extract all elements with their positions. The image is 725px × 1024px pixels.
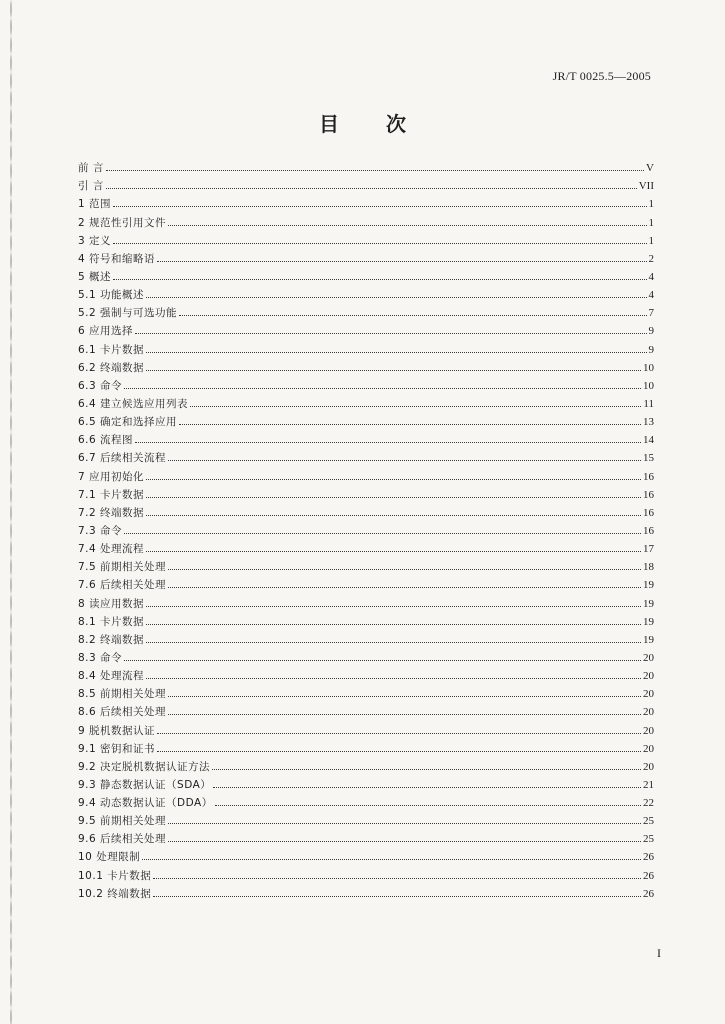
- toc-dot-leader: [124, 532, 641, 534]
- toc-dot-leader: [168, 568, 641, 570]
- toc-dot-leader: [124, 387, 641, 389]
- toc-entry-page: 20: [643, 670, 654, 683]
- toc-dot-leader: [190, 405, 641, 407]
- toc-entry: [78, 610, 654, 628]
- toc-entry-label: 8.1 卡片数据: [78, 615, 145, 628]
- toc-dot-leader: [146, 296, 646, 298]
- toc-dot-leader: [168, 713, 641, 715]
- toc-entry-label: 8.5 前期相关处理: [78, 688, 167, 701]
- toc-dot-leader: [157, 732, 641, 734]
- toc-entry: [78, 374, 654, 392]
- toc-entry-page: 25: [643, 815, 654, 828]
- toc-entry-label: 6.5 确定和选择应用: [78, 416, 178, 429]
- toc-dot-leader: [168, 224, 646, 226]
- toc-entry-label: 6.1 卡片数据: [78, 343, 145, 356]
- toc-entry-page: 16: [643, 488, 654, 501]
- toc-entry: [78, 283, 654, 301]
- toc-entry: [78, 210, 654, 228]
- toc-entry: [78, 882, 654, 900]
- toc-entry-page: 19: [643, 615, 654, 628]
- toc-entry: [78, 519, 654, 537]
- toc-entry-label: 10.2 终端数据: [78, 887, 152, 900]
- toc-entry-page: 16: [643, 524, 654, 537]
- toc-entry: [78, 192, 654, 210]
- toc-dot-leader: [146, 369, 641, 371]
- toc-entry-label: 引 言: [78, 180, 104, 193]
- toc-entry: [78, 301, 654, 319]
- toc-dot-leader: [135, 441, 641, 443]
- toc-entry-page: 18: [643, 561, 654, 574]
- toc-dot-leader: [168, 840, 641, 842]
- toc-entry: [78, 428, 654, 446]
- toc-dot-leader: [215, 804, 641, 806]
- toc-entry-page: 13: [643, 416, 654, 429]
- toc-entry: [78, 410, 654, 428]
- toc-entry-label: 8.4 处理流程: [78, 670, 145, 683]
- table-of-contents: [78, 156, 654, 900]
- toc-entry-page: 20: [643, 760, 654, 773]
- toc-entry: [78, 827, 654, 845]
- toc-entry: [78, 737, 654, 755]
- toc-entry-page: 10: [643, 361, 654, 374]
- toc-entry-label: 3 定义: [78, 234, 112, 247]
- toc-entry: [78, 555, 654, 573]
- toc-entry: [78, 483, 654, 501]
- toc-entry: [78, 664, 654, 682]
- toc-dot-leader: [113, 205, 646, 207]
- toc-dot-leader: [146, 677, 641, 679]
- toc-entry: [78, 247, 654, 265]
- toc-dot-leader: [146, 514, 641, 516]
- toc-dot-leader: [168, 822, 641, 824]
- toc-entry-page: 19: [643, 579, 654, 592]
- toc-dot-leader: [157, 750, 641, 752]
- toc-entry-label: 6.7 后续相关流程: [78, 452, 167, 465]
- toc-entry: [78, 501, 654, 519]
- toc-entry-page: 4: [648, 289, 654, 302]
- toc-dot-leader: [106, 169, 644, 171]
- toc-entry: [78, 773, 654, 791]
- toc-dot-leader: [153, 877, 641, 879]
- toc-entry-label: 6 应用选择: [78, 325, 134, 338]
- toc-entry-page: 19: [643, 633, 654, 646]
- toc-entry-page: 7: [648, 307, 654, 320]
- toc-entry: [78, 337, 654, 355]
- toc-entry-page: 4: [648, 270, 654, 283]
- toc-dot-leader: [146, 605, 641, 607]
- toc-entry: [78, 265, 654, 283]
- toc-entry-page: 10: [643, 379, 654, 392]
- toc-entry-label: 6.3 命令: [78, 379, 123, 392]
- toc-entry-page: 15: [643, 452, 654, 465]
- toc-dot-leader: [168, 459, 641, 461]
- toc-entry-label: 9.4 动态数据认证（DDA）: [78, 797, 213, 810]
- toc-dot-leader: [157, 260, 646, 262]
- toc-entry: [78, 446, 654, 464]
- toc-entry-label: 10 处理限制: [78, 851, 141, 864]
- toc-entry-label: 9.6 后续相关处理: [78, 833, 167, 846]
- toc-dot-leader: [168, 695, 641, 697]
- toc-entry-label: 6.6 流程图: [78, 434, 134, 447]
- toc-dot-leader: [146, 550, 641, 552]
- toc-entry-label: 1 范围: [78, 198, 112, 211]
- toc-entry-label: 前 言: [78, 162, 104, 175]
- toc-dot-leader: [179, 314, 646, 316]
- page-title: 目 次: [319, 112, 426, 136]
- toc-dot-leader: [113, 242, 646, 244]
- toc-entry-page: 19: [643, 597, 654, 610]
- toc-entry: [78, 809, 654, 827]
- toc-entry-label: 2 规范性引用文件: [78, 216, 167, 229]
- toc-entry-page: 11: [643, 397, 654, 410]
- toc-entry-page: 20: [643, 706, 654, 719]
- toc-entry-label: 6.4 建立候选应用列表: [78, 397, 189, 410]
- toc-entry-page: 1: [648, 198, 654, 211]
- toc-entry: [78, 573, 654, 591]
- toc-dot-leader: [146, 496, 641, 498]
- toc-entry: [78, 845, 654, 863]
- document-code: JR/T 0025.5—2005: [552, 69, 651, 83]
- toc-entry: [78, 628, 654, 646]
- toc-entry: [78, 755, 654, 773]
- toc-entry: [78, 791, 654, 809]
- toc-entry: [78, 700, 654, 718]
- toc-entry-page: 26: [643, 869, 654, 882]
- toc-entry-page: V: [646, 162, 654, 175]
- toc-entry-page: 21: [643, 778, 654, 791]
- toc-entry-label: 9.2 决定脱机数据认证方法: [78, 760, 211, 773]
- toc-entry-page: 17: [643, 543, 654, 556]
- toc-entry-label: 10.1 卡片数据: [78, 869, 152, 882]
- toc-entry-label: 7.5 前期相关处理: [78, 561, 167, 574]
- binding-margin-dots: [10, 0, 12, 1024]
- toc-entry-label: 7.4 处理流程: [78, 543, 145, 556]
- toc-entry-page: 1: [648, 216, 654, 229]
- toc-dot-leader: [142, 858, 641, 860]
- toc-entry-page: 14: [643, 434, 654, 447]
- toc-entry-page: 20: [643, 742, 654, 755]
- toc-entry-label: 7 应用初始化: [78, 470, 145, 483]
- toc-dot-leader: [146, 478, 641, 480]
- toc-entry-page: 2: [648, 252, 654, 265]
- toc-entry-label: 9 脱机数据认证: [78, 724, 156, 737]
- toc-entry: [78, 392, 654, 410]
- toc-entry-page: 1: [648, 234, 654, 247]
- toc-entry: [78, 174, 654, 192]
- toc-entry: [78, 591, 654, 609]
- toc-entry-label: 8.6 后续相关处理: [78, 706, 167, 719]
- toc-entry-label: 6.2 终端数据: [78, 361, 145, 374]
- toc-entry-label: 7.1 卡片数据: [78, 488, 145, 501]
- toc-entry-label: 9.5 前期相关处理: [78, 815, 167, 828]
- toc-entry-label: 9.3 静态数据认证（SDA）: [78, 778, 212, 791]
- page-number: I: [657, 946, 661, 960]
- toc-dot-leader: [124, 659, 641, 661]
- toc-entry: [78, 863, 654, 881]
- toc-entry: [78, 537, 654, 555]
- toc-entry-label: 5.2 强制与可选功能: [78, 307, 178, 320]
- toc-entry-page: 20: [643, 651, 654, 664]
- toc-dot-leader: [146, 641, 641, 643]
- toc-entry-label: 8 读应用数据: [78, 597, 145, 610]
- toc-entry-page: 9: [648, 343, 654, 356]
- toc-entry-label: 8.3 命令: [78, 651, 123, 664]
- toc-entry: [78, 356, 654, 374]
- toc-entry: [78, 229, 654, 247]
- toc-entry-page: 22: [643, 797, 654, 810]
- toc-entry: [78, 156, 654, 174]
- toc-entry-page: 16: [643, 470, 654, 483]
- toc-entry-label: 5 概述: [78, 270, 112, 283]
- toc-dot-leader: [135, 332, 646, 334]
- toc-dot-leader: [146, 351, 646, 353]
- toc-entry: [78, 319, 654, 337]
- toc-entry-label: 4 符号和缩略语: [78, 252, 156, 265]
- toc-entry: [78, 646, 654, 664]
- toc-entry-label: 8.2 终端数据: [78, 633, 145, 646]
- toc-entry-label: 5.1 功能概述: [78, 289, 145, 302]
- toc-entry-page: 25: [643, 833, 654, 846]
- toc-dot-leader: [213, 786, 641, 788]
- toc-dot-leader: [212, 768, 641, 770]
- toc-entry: [78, 682, 654, 700]
- toc-dot-leader: [153, 895, 641, 897]
- toc-entry-page: 20: [643, 688, 654, 701]
- toc-entry-label: 7.2 终端数据: [78, 506, 145, 519]
- toc-entry-page: 26: [643, 887, 654, 900]
- toc-entry-label: 7.3 命令: [78, 524, 123, 537]
- toc-entry-page: 26: [643, 851, 654, 864]
- toc-dot-leader: [179, 423, 641, 425]
- toc-dot-leader: [106, 187, 637, 189]
- toc-entry-page: 16: [643, 506, 654, 519]
- toc-entry-page: 9: [648, 325, 654, 338]
- toc-dot-leader: [146, 623, 641, 625]
- toc-entry-page: VII: [638, 180, 654, 193]
- toc-entry-page: 20: [643, 724, 654, 737]
- toc-entry: [78, 464, 654, 482]
- toc-dot-leader: [113, 278, 646, 280]
- toc-dot-leader: [168, 586, 641, 588]
- toc-entry-label: 7.6 后续相关处理: [78, 579, 167, 592]
- toc-entry: [78, 718, 654, 736]
- toc-entry-label: 9.1 密钥和证书: [78, 742, 156, 755]
